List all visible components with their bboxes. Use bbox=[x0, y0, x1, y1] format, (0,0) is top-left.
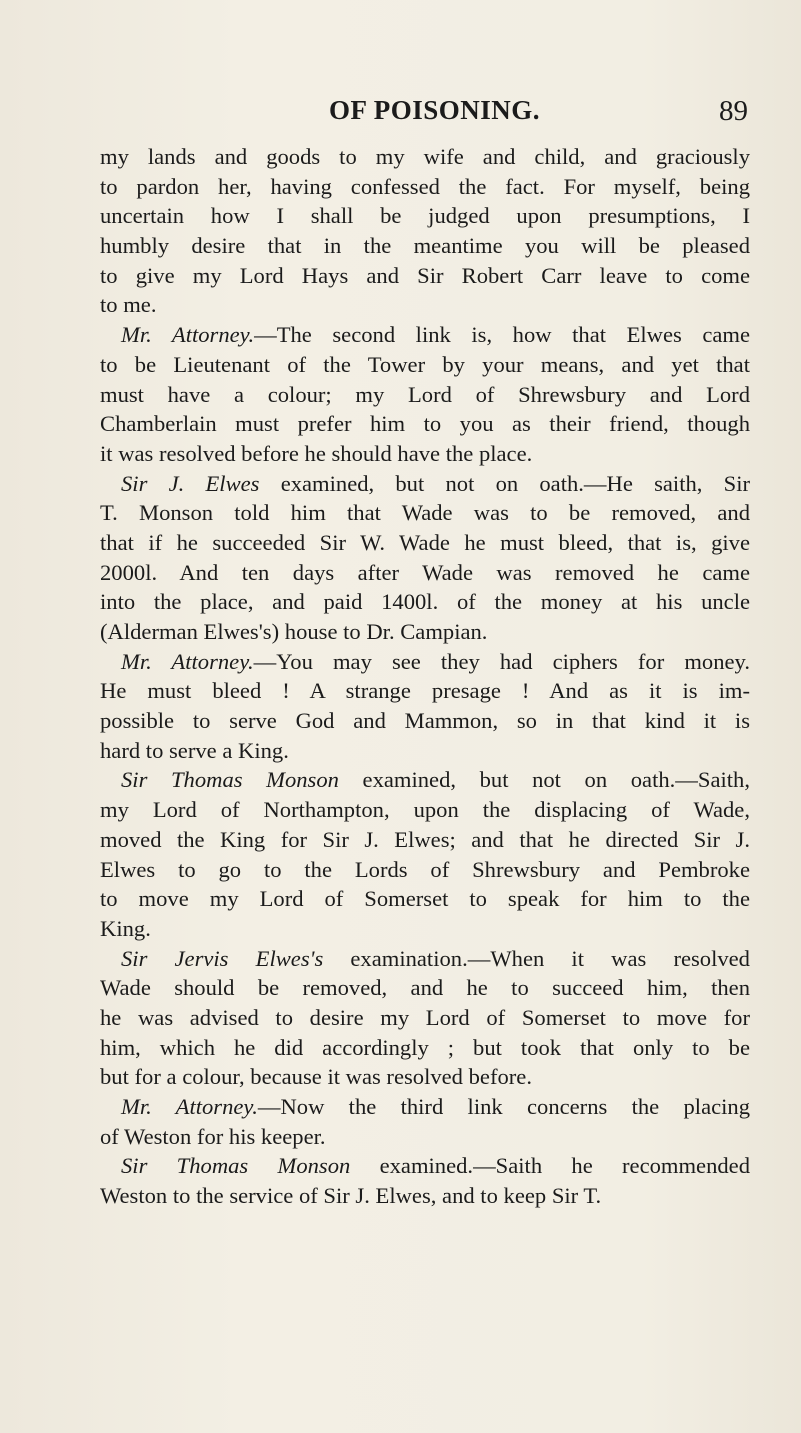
line-text: moved the King for Sir J. Elwes; and that he directed Sir J. bbox=[100, 826, 750, 852]
text-line bbox=[100, 231, 750, 261]
text-line bbox=[100, 350, 750, 380]
line-text: —You may see they had ciphers for money. bbox=[253, 648, 751, 674]
line-text: my Lord of Northampton, upon the displacing of Wade, bbox=[100, 797, 750, 823]
text-line bbox=[100, 795, 750, 825]
line-text: T. Monson told him that Wade was to be removed, and bbox=[100, 500, 750, 526]
line-text: examined.—Saith he recommended bbox=[350, 1153, 750, 1179]
text-line bbox=[100, 1092, 750, 1122]
body-text bbox=[100, 142, 750, 1211]
text-line bbox=[100, 469, 750, 499]
line-text: King. bbox=[100, 915, 151, 941]
text-line bbox=[100, 765, 750, 795]
page-number: 89 bbox=[719, 95, 748, 127]
text-line bbox=[100, 320, 750, 350]
text-line bbox=[100, 380, 750, 410]
text-line bbox=[100, 676, 750, 706]
line-text: uncertain how I shall be judged upon presumptions, I bbox=[100, 203, 750, 229]
line-text: but for a colour, because it was resolved before. bbox=[100, 1064, 532, 1090]
line-text: 2000l. And ten days after Wade was removed he came bbox=[100, 559, 750, 585]
line-text: Elwes to go to the Lords of Shrewsbury and Pembroke bbox=[100, 856, 750, 882]
text-line bbox=[100, 587, 750, 617]
line-text: it was resolved before he should have the place. bbox=[100, 440, 533, 466]
page-header bbox=[100, 95, 750, 135]
speaker-name: Mr. Attorney. bbox=[121, 648, 254, 674]
text-line bbox=[100, 1151, 750, 1181]
line-text: he was advised to desire my Lord of Somerset to move for bbox=[100, 1004, 750, 1030]
speaker-name: Sir Thomas Monson bbox=[121, 1153, 351, 1179]
text-line bbox=[100, 558, 750, 588]
line-text: to pardon her, having confessed the fact. For myself, being bbox=[100, 173, 750, 199]
text-line bbox=[100, 706, 750, 736]
text-line bbox=[100, 201, 750, 231]
line-text: He must bleed ! A strange presage ! And as it is im- bbox=[100, 678, 750, 704]
line-text: to give my Lord Hays and Sir Robert Carr leave to come bbox=[100, 262, 750, 288]
text-line bbox=[100, 944, 750, 974]
line-text: that if he succeeded Sir W. Wade he must bleed, that is, give bbox=[100, 529, 750, 555]
speaker-name: Mr. Attorney. bbox=[121, 322, 255, 348]
line-text: —Now the third link concerns the placing bbox=[257, 1094, 751, 1119]
text-line bbox=[100, 409, 750, 439]
line-text: must have a colour; my Lord of Shrewsbury and Lord bbox=[100, 381, 750, 407]
text-line bbox=[100, 617, 750, 647]
line-text: to be Lieutenant of the Tower by your means, and yet that bbox=[100, 351, 750, 377]
text-line bbox=[100, 855, 750, 885]
text-line bbox=[100, 528, 750, 558]
text-line bbox=[100, 973, 750, 1003]
line-text: (Alderman Elwes's) house to Dr. Campian. bbox=[100, 619, 488, 644]
text-line bbox=[100, 142, 750, 172]
text-line bbox=[100, 261, 750, 291]
text-line bbox=[100, 439, 750, 469]
speaker-name: Sir Jervis Elwes's bbox=[121, 945, 324, 971]
line-text: to me. bbox=[100, 292, 157, 318]
line-text: humbly desire that in the meantime you will be pleased bbox=[100, 233, 750, 259]
line-text: Weston to the service of Sir J. Elwes, and to keep Sir T. bbox=[100, 1183, 602, 1209]
text-line bbox=[100, 736, 750, 766]
line-text: examined, but not on oath.—He saith, Sir bbox=[259, 470, 751, 496]
text-line bbox=[100, 498, 750, 528]
speaker-name: Sir Thomas Monson bbox=[121, 767, 339, 793]
line-text: Wade should be removed, and he to succeed him, then bbox=[100, 975, 750, 1001]
text-line bbox=[100, 1062, 750, 1092]
line-text: hard to serve a King. bbox=[100, 737, 289, 763]
running-title: OF POISONING. bbox=[329, 95, 541, 125]
line-text: —The second link is, how that Elwes came bbox=[254, 322, 750, 348]
text-line bbox=[100, 825, 750, 855]
text-line bbox=[100, 914, 750, 944]
speaker-name: Mr. Attorney. bbox=[121, 1094, 258, 1119]
text-line bbox=[100, 290, 750, 320]
text-line bbox=[100, 172, 750, 202]
text-line bbox=[100, 1003, 750, 1033]
text-line bbox=[100, 647, 750, 677]
line-text: into the place, and paid 1400l. of the money at his uncle bbox=[100, 589, 750, 615]
line-text: examination.—When it was resolved bbox=[323, 945, 750, 971]
line-text: to move my Lord of Somerset to speak for him to the bbox=[100, 886, 750, 912]
line-text: my lands and goods to my wife and child, and graciously bbox=[100, 144, 750, 169]
text-line bbox=[100, 1122, 750, 1152]
speaker-name: Sir J. Elwes bbox=[121, 470, 260, 496]
line-text: him, which he did accordingly ; but took that only to be bbox=[100, 1034, 750, 1060]
line-text: possible to serve God and Mammon, so in that kind it is bbox=[100, 708, 750, 734]
line-text: of Weston for his keeper. bbox=[100, 1123, 326, 1149]
line-text: Chamberlain must prefer him to you as their friend, though bbox=[100, 411, 750, 437]
text-line bbox=[100, 1033, 750, 1063]
text-line bbox=[100, 884, 750, 914]
line-text: examined, but not on oath.—Saith, bbox=[338, 767, 750, 793]
text-line bbox=[100, 1181, 750, 1211]
